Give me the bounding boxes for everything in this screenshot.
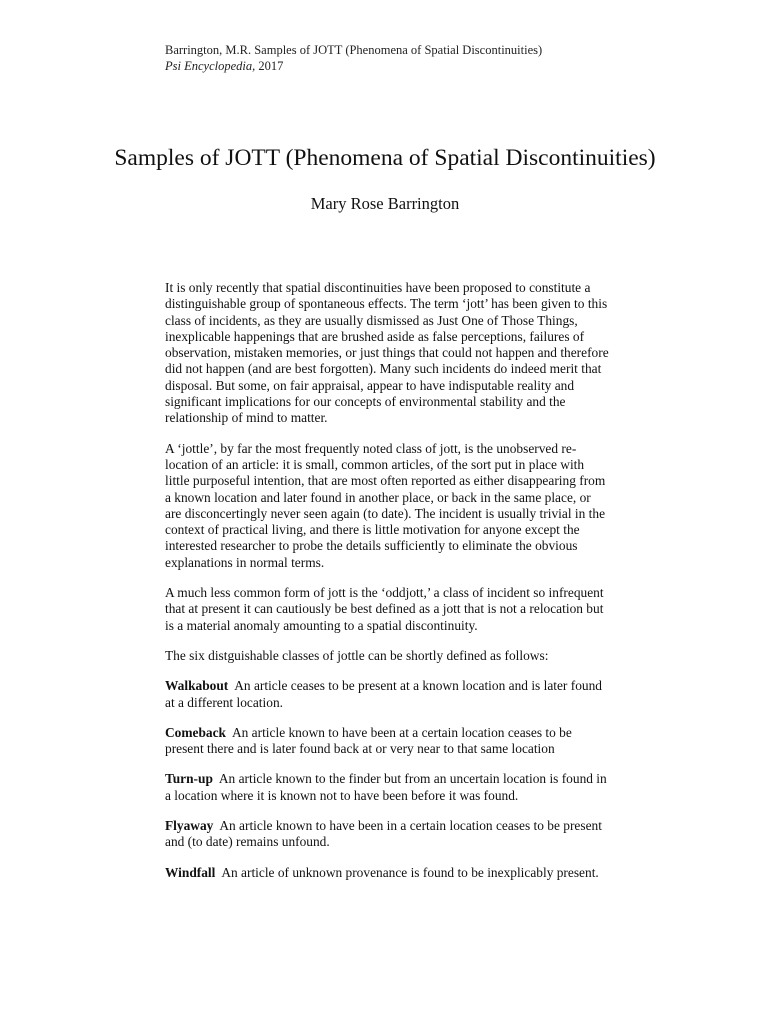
class-description: An article known to have been in a certain location ceases to be present and (to date) remains unfound.: [165, 818, 602, 850]
class-definition: [165, 865, 610, 881]
class-description: An article known to the finder but from an uncertain location is found in a location where it is known not to have been before it was found.: [165, 771, 607, 803]
paragraph: A ‘jottle’, by far the most frequently noted class of jott, is the unobserved re-location of an article: it is small, common articles, of the sort put in place with little purposeful intention, that are most often reported as either disappearing from a known location and later found in another place, or back in the same place, or are disconcertingly never seen again (to date). The incident is usually trivial in the context of practical living, and there is little motivation for anyone except the interested researcher to probe the details sufficiently to eliminate the obvious explanations in normal terms.: [165, 440, 606, 570]
class-term: Walkabout: [165, 678, 229, 694]
class-term: Flyaway: [165, 818, 214, 834]
paper-author: Mary Rose Barrington: [310, 194, 460, 213]
class-definition: [165, 818, 610, 851]
class-description: An article of unknown provenance is found to be inexplicably present.: [221, 864, 599, 880]
class-term: Comeback: [165, 724, 226, 740]
class-description: An article known to have been at a certain location ceases to be present there and is later found back at or very near to that same location: [165, 724, 572, 757]
header-citation: Barrington, M.R. Samples of JOTT (Phenomena of Spatial Discontinuities): [165, 43, 543, 57]
running-header: [165, 42, 542, 74]
header-year: 2017: [258, 59, 284, 73]
paragraph: The six distguishable classes of jottle can be shortly defined as follows:: [165, 647, 549, 663]
class-term: Windfall: [165, 864, 216, 880]
paragraph: It is only recently that spatial discontinuities have been proposed to constitute a distinguishable group of spontaneous effects. The term ‘jott’ has been given to this class of incidents, as they are usually dismissed as Just One of Those Things, inexplicable happenings that are brushed aside as false perceptions, failures of observation, mistaken memories, or just things that could not happen and therefore did not happen (and are best forgotten). Many such incidents do indeed merit that disposal. But some, on fair appraisal, appear to have indisputable reality and significant implications for our concepts of environmental stability and the relationship of mind to matter.: [165, 280, 609, 426]
class-term: Turn-up: [165, 771, 213, 787]
paragraph: A much less common form of jott is the ‘oddjott,’ a class of incident so infrequent that at present it can cautiously be best defined as a jott that is not a relocation but is a material anomaly amounting to a spatial discontinuity.: [165, 585, 604, 633]
title-block: [100, 144, 670, 214]
class-definition: [165, 771, 610, 804]
header-journal-line: [165, 58, 542, 74]
class-definition: [165, 678, 610, 711]
body-text: [165, 280, 610, 895]
class-definition: [165, 725, 610, 758]
header-journal: Psi Encyclopedia,: [165, 59, 256, 73]
class-description: An article ceases to be present at a known location and is later found at a different location.: [165, 678, 602, 710]
paper-title: Samples of JOTT (Phenomena of Spatial Discontinuities): [114, 145, 656, 171]
